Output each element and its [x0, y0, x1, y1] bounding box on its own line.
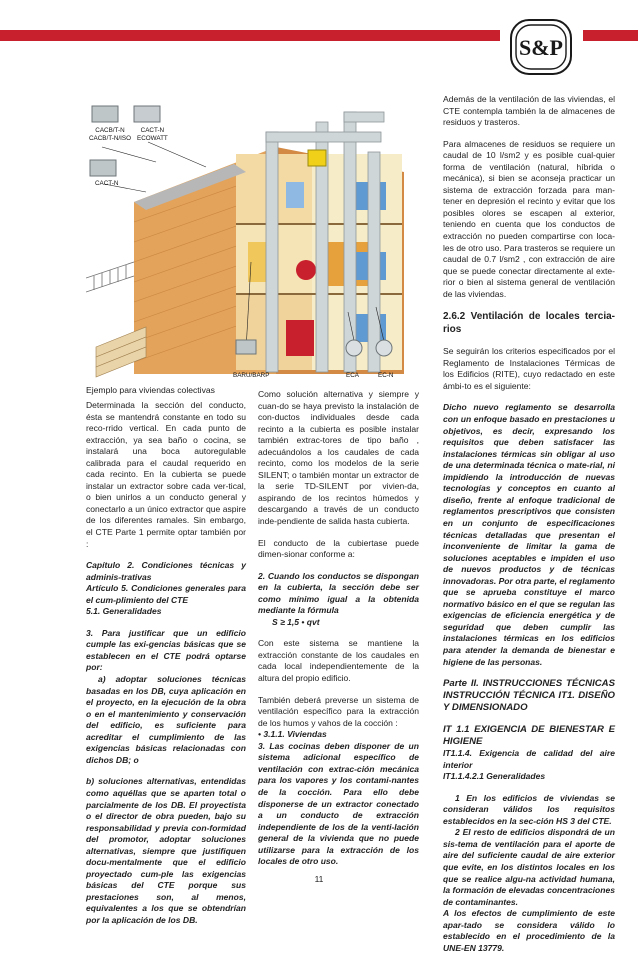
it-subsubheading: IT1.1.4.2.1 Generalidades [443, 771, 546, 782]
left-paragraph: Determinada la sección del conducto, ésta se mantendrá constante en todo su reco-rrido vertical. En cada punto de extracción, ya sea baño o cocina, se instalará una boca autoregulable calibrada para el caudal requerido en cada recinto. En la cubierta se puede instalar un extractor sobre cada ver-tical, o bien unirlos a un conducto general y conectarlo a un único extractor que aspire de los diferentes ramales. Sin embargo, el CTE Parte 1 permite optar también por : [86, 400, 246, 549]
left-quote-a: a) adoptar soluciones técnicas basadas en los DB, cuya aplicación en el proyecto, en la ejecución de la obra o en el mantenimiento y conservación del edificio, es suficiente para acreditar el cumplimiento de las exigencias básicas relacionadas con dichos DB; o [86, 674, 246, 765]
figure-caption: Ejemplo para viviendas colectivas [86, 385, 215, 395]
middle-paragraph-3: Con este sistema se mantiene la extracción constante de los caudales en cada local independientemente de la altura del propio edificio. [258, 638, 419, 684]
brand-logo [503, 16, 579, 78]
it-subheading: IT1.1.4. Exigencia de calidad del aire interior [443, 748, 615, 770]
part-heading: Parte II. INSTRUCCIONES TÉCNICAS INSTRUCCIÓN TÉCNICA IT1. DISEÑO Y DIMENSIONADO [443, 678, 615, 714]
header-red-bar-right [583, 30, 638, 41]
label-cact-ecowatt: CACT-N ECOWATT [137, 127, 168, 142]
logo-text: S&P [519, 35, 563, 60]
label-eca: ECA [346, 372, 359, 379]
right-quote-rite: Dicho nuevo reglamento se desarrolla con un enfoque basado en prestaciones u objetivos, es decir, expresando los requisitos que deben satisfacer las instalaciones térmicas sin obligar al uso de una determinada técnica o mate-rial, ni impidiendo la introducción de nuevas tecnologías y conceptos en cuanto al diseño, frente al enfoque tradicional de reglamentos prescriptivos que consisten en un conjunto de especificaciones técnicas detalladas que presentan el inconveniente de limitar la gama de soluciones aceptables e impiden el uso de nuevos productos y de técnicas innovadoras. Por otra parte, el reglamento que se aprueba constituye el marco normativo básico en el que se regulan las exigencias de eficiencia energética y de seguridad que deben cumplir las instalaciones térmicas en los edificios para atender la demanda de bienestar e higiene de las personas. [443, 402, 615, 667]
left-quote-b: b) soluciones alternativas, entendidas como aquéllas que se aparten total o parcialmente de los DB. El proyectista o el director de obra pueden, bajo su responsabilidad y previa con-formidad del promotor, adoptar soluciones alternativas, siempre que justifiquen docu-mentalmente que el edificio proyectado cum-ple las exigencias básicas del CTE porque sus prestaciones son, al menos, equivalentes a los que se obtendrían por la aplicación de los DB. [86, 776, 246, 925]
right-paragraph-3: Se seguirán los criterios especificados por el Reglamento de Instalaciones Térmicas de los Edificios (RITE), cuyo redactado en este ámbi-to es el siguiente: [443, 346, 615, 391]
right-column [443, 94, 615, 954]
middle-paragraph-2: El conducto de la cubiertase puede dimen-sionar conforme a: [258, 537, 419, 560]
middle-paragraph-4: También deberá preverse un sistema de ventilación específico para la extracción de los humos y vahos de la cocción : [258, 694, 419, 728]
section-heading-tertiary: 2.6.2 Ventilación de locales tercia-rios [443, 311, 615, 336]
label-cact: CACT-N [95, 180, 119, 187]
left-section-heading: 5.1. Generalidades [86, 606, 162, 617]
right-paragraph-2: Para almacenes de residuos se requiere un caudal de 10 l/sm2 y es posible cual-quier forma de ventilación (natural, híbrida o mecánica), si bien se aconseja practicar un sistema de extracción forzada para man-tener en depresión el recinto y evitar que los posibles olores se escapen al exterior, teniendo en cuenta que los conductos de extracción no pueden compartirse con loca-les de otro uso. Para trasteros se requiere un caudal de 0.7 l/sm2 , con extracción de aire que se puede conectar directamente al exte-rior o bien al sistema general de ventilación de las viviendas. [443, 138, 615, 299]
middle-column [258, 389, 419, 878]
it-item-3: A los efectos de cumplimiento de este apar-tado se considera válido lo establecido en el procedimiento de la UNE-EN 13779. [443, 908, 615, 953]
middle-formula: S ≥ 1,5 • qvt [272, 616, 320, 627]
left-chapter-heading: Capítulo 2. Condiciones técnicas y adminis-trativas [86, 560, 246, 582]
middle-paragraph-1: Como solución alternativa y siempre y cuan-do se haya previsto la instalación de con-ductos individuales desde cada recinto a la cubierta es posible instalar también extrac-tores de tipo baño , adecuándolos a los caudales de cada recinto, como los modelos de la serie SILENT; o también montar un extractor de la serie TD-SILENT por vivien-da, aspirando de los recintos húmedos y descargando a través de un conducto inde-pendiente de salida hasta cubierta. [258, 389, 419, 527]
label-baru: BARU/BARP [233, 372, 270, 379]
middle-quote-cocinas: 3. Las cocinas deben disponer de un sistema adicional específico de ventilación con extrac-ción mecánica para los vapores y los contami-nantes de la cocción. Para ello debe disponerse de un extractor conectado a un conducto de extracción independiente de los de la venti-lación general de la vivienda que no puede utilizarse para la extracción de los locales de otro uso. [258, 740, 419, 867]
left-column [86, 400, 246, 937]
left-article-heading: Artículo 5. Condiciones generales para el cum-plimiento del CTE [86, 583, 246, 605]
page-number: 11 [314, 874, 324, 884]
middle-quote-viviendas: • 3.1.1. Viviendas [258, 729, 327, 740]
right-paragraph-1: Además de la ventilación de las viviendas, el CTE contempla también la de almacenes de residuos y trasteros. [443, 94, 615, 128]
label-ec: EC-N [378, 372, 394, 379]
it-item-1: 1 En los edificios de viviendas se consideran válidos los requisitos establecidos en la sec-ción HS 3 del CTE. [443, 792, 615, 826]
label-cacb: CACB/T-N CACB/T-N/ISO [89, 127, 131, 142]
it-item-2: 2 El resto de edificios dispondrá de un sis-tema de ventilación para el aporte de aire del suficiente caudal de aire exterior que evite, en los distintos locales en los que se realice algu-na actividad humana, la formación de elevadas concentraciones de contaminantes. [443, 827, 615, 907]
it-heading: IT 1.1 EXIGENCIA DE BIENESTAR E HIGIENE [443, 724, 615, 748]
middle-quote-section: 2. Cuando los conductos se dispongan en la cubierta, la sección debe ser como mínimo igual a la obtenida mediante la fórmula [258, 570, 419, 616]
left-quote-intro: 3. Para justificar que un edificio cumple las exi-gencias básicas que se establecen en el CTE podrá optarse por: [86, 627, 246, 673]
header-red-bar [0, 30, 500, 41]
